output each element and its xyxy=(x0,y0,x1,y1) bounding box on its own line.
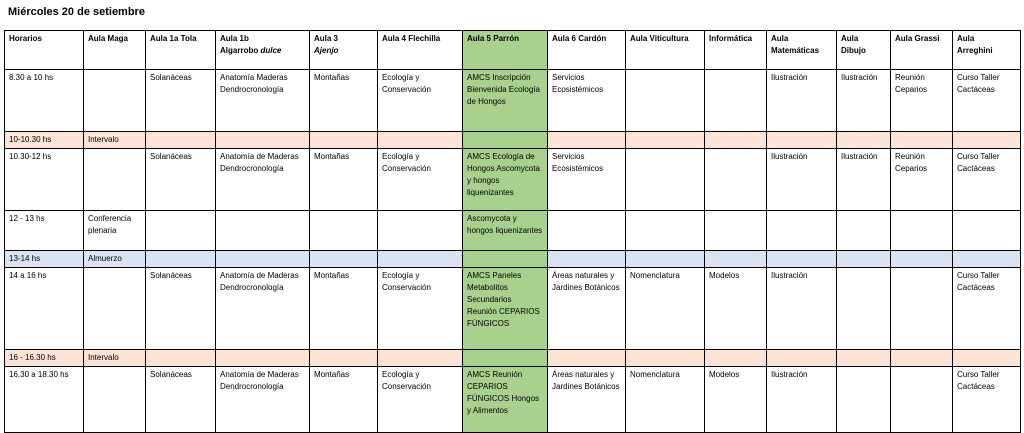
time-cell: 10.30-12 hs xyxy=(5,149,84,211)
col-header-aula-5: Aula 5 Parrón xyxy=(463,31,548,70)
table-row xyxy=(5,251,1021,268)
table-cell: Montañas xyxy=(310,149,378,211)
table-cell xyxy=(548,211,626,251)
table-cell xyxy=(891,350,953,367)
table-cell xyxy=(216,350,310,367)
table-cell: Conferencia plenaria xyxy=(84,211,146,251)
schedule-table xyxy=(4,30,1021,433)
col-header-horarios: Horarios xyxy=(5,31,84,70)
table-row xyxy=(5,211,1021,251)
table-cell: Ilustración xyxy=(767,268,837,350)
time-cell: 14 a 16 hs xyxy=(5,268,84,350)
col-header-aula-1b: Aula 1b Algarrobo dulce xyxy=(216,31,310,70)
table-cell: Anatomía de Maderas Dendrocronología xyxy=(216,149,310,211)
col-header-arreghini: Aula Arreghini xyxy=(953,31,1021,70)
table-cell: Modelos xyxy=(705,367,767,433)
table-cell: Ilustración xyxy=(767,70,837,132)
table-cell: Almuerzo xyxy=(84,251,146,268)
table-cell xyxy=(767,251,837,268)
table-cell xyxy=(463,350,548,367)
table-cell xyxy=(146,132,216,149)
time-cell: 10-10.30 hs xyxy=(5,132,84,149)
table-cell xyxy=(767,132,837,149)
table-cell xyxy=(705,132,767,149)
table-cell xyxy=(837,132,891,149)
table-cell: Ecología y Conservación xyxy=(378,268,463,350)
table-cell: Ilustración xyxy=(837,149,891,211)
col-header-aula-1a: Aula 1a Tola xyxy=(146,31,216,70)
time-cell: 12 - 13 hs xyxy=(5,211,84,251)
table-row xyxy=(5,149,1021,211)
table-cell xyxy=(891,211,953,251)
time-cell: 16 - 16.30 hs xyxy=(5,350,84,367)
table-cell: AMCS Ecología de Hongos Ascomycota y hongos liquenizantes xyxy=(463,149,548,211)
table-cell xyxy=(84,70,146,132)
table-cell: Servicios Ecosistémicos xyxy=(548,70,626,132)
table-cell xyxy=(891,268,953,350)
table-cell xyxy=(891,132,953,149)
table-cell xyxy=(216,251,310,268)
table-cell: Anatomía de Maderas Dendrocronología xyxy=(216,268,310,350)
table-cell: Intervalo xyxy=(84,350,146,367)
table-cell xyxy=(837,350,891,367)
table-cell: Curso Taller Cactáceas xyxy=(953,367,1021,433)
table-cell: Ascomycota y hongos liquenizantes xyxy=(463,211,548,251)
table-cell xyxy=(626,350,705,367)
table-cell xyxy=(767,350,837,367)
table-cell xyxy=(310,350,378,367)
col-header-aula-maga: Aula Maga xyxy=(84,31,146,70)
table-cell: Reunión Ceparios xyxy=(891,149,953,211)
table-row xyxy=(5,70,1021,132)
time-cell: 16.30 a 18.30 hs xyxy=(5,367,84,433)
table-cell: Solanáceas xyxy=(146,268,216,350)
table-cell xyxy=(626,132,705,149)
table-cell: Áreas naturales y Jardines Botánicos xyxy=(548,367,626,433)
table-cell xyxy=(146,211,216,251)
table-cell: Ecología y Conservación xyxy=(378,70,463,132)
table-cell xyxy=(146,251,216,268)
table-cell: Modelos xyxy=(705,268,767,350)
col-header-dibujo: Aula Dibujo xyxy=(837,31,891,70)
table-cell xyxy=(767,211,837,251)
table-cell: Curso Taller Cactáceas xyxy=(953,268,1021,350)
table-row xyxy=(5,132,1021,149)
table-cell: Curso Taller Cactáceas xyxy=(953,70,1021,132)
table-cell xyxy=(548,251,626,268)
time-cell: 8.30 a 10 hs xyxy=(5,70,84,132)
table-row xyxy=(5,367,1021,433)
col-header-matematicas: Aula Matemáticas xyxy=(767,31,837,70)
table-cell: Reunión Ceparios xyxy=(891,70,953,132)
table-cell xyxy=(626,149,705,211)
table-cell: Ecología y Conservación xyxy=(378,367,463,433)
table-row xyxy=(5,268,1021,350)
table-cell xyxy=(84,367,146,433)
table-cell xyxy=(216,132,310,149)
table-cell xyxy=(837,367,891,433)
table-cell xyxy=(146,350,216,367)
table-cell: AMCS Inscripción Bienvenida Ecología de Hongos xyxy=(463,70,548,132)
table-cell: Ilustración xyxy=(767,149,837,211)
table-cell: Montañas xyxy=(310,268,378,350)
col-header-aula-4: Aula 4 Flechilla xyxy=(378,31,463,70)
table-cell xyxy=(378,350,463,367)
table-cell xyxy=(705,251,767,268)
table-cell: Servicios Ecosistémicos xyxy=(548,149,626,211)
table-cell: Solanáceas xyxy=(146,149,216,211)
table-cell xyxy=(891,251,953,268)
table-cell xyxy=(310,132,378,149)
table-cell xyxy=(548,350,626,367)
table-cell xyxy=(953,251,1021,268)
table-cell xyxy=(310,251,378,268)
table-cell xyxy=(626,211,705,251)
table-cell xyxy=(378,251,463,268)
table-row xyxy=(5,350,1021,367)
table-cell: Solanáceas xyxy=(146,70,216,132)
table-cell xyxy=(953,132,1021,149)
table-cell: Montañas xyxy=(310,70,378,132)
table-cell xyxy=(463,132,548,149)
table-cell: Ilustración xyxy=(837,70,891,132)
table-cell: Ecología y Conservación xyxy=(378,149,463,211)
table-cell: AMCS Reunión CEPARIOS FÚNGICOS Hongos y Alimentos xyxy=(463,367,548,433)
table-cell xyxy=(378,132,463,149)
col-header-grassi: Aula Grassi xyxy=(891,31,953,70)
table-cell: AMCS Paneles Metabolitos Secundarios Reunión CEPARIOS FÚNGICOS xyxy=(463,268,548,350)
table-cell: Curso Taller Cactáceas xyxy=(953,149,1021,211)
table-cell xyxy=(837,268,891,350)
table-cell xyxy=(953,211,1021,251)
table-cell xyxy=(953,350,1021,367)
table-cell xyxy=(705,350,767,367)
table-cell xyxy=(463,251,548,268)
table-cell: Intervalo xyxy=(84,132,146,149)
table-cell: Nomenclatura xyxy=(626,268,705,350)
table-cell xyxy=(705,211,767,251)
table-cell xyxy=(705,70,767,132)
table-cell: Montañas xyxy=(310,367,378,433)
table-cell xyxy=(548,132,626,149)
table-cell: Ilustración xyxy=(767,367,837,433)
table-cell xyxy=(837,211,891,251)
table-cell xyxy=(837,251,891,268)
col-header-informatica: Informática xyxy=(705,31,767,70)
header-row xyxy=(5,31,1021,70)
col-header-aula-6: Aula 6 Cardón xyxy=(548,31,626,70)
table-cell: Áreas naturales y Jardines Botánicos xyxy=(548,268,626,350)
table-cell xyxy=(891,367,953,433)
table-cell xyxy=(84,149,146,211)
table-cell xyxy=(84,268,146,350)
table-cell xyxy=(216,211,310,251)
time-cell: 13-14 hs xyxy=(5,251,84,268)
table-cell xyxy=(705,149,767,211)
col-header-viticultura: Aula Viticultura xyxy=(626,31,705,70)
page-title: Miércoles 20 de setiembre xyxy=(8,6,145,18)
table-cell: Solanáceas xyxy=(146,367,216,433)
table-cell xyxy=(626,251,705,268)
table-cell: Anatomía de Maderas Dendrocronología xyxy=(216,367,310,433)
table-cell xyxy=(626,70,705,132)
table-cell: Nomenclatura xyxy=(626,367,705,433)
table-cell xyxy=(378,211,463,251)
table-cell xyxy=(310,211,378,251)
col-header-aula-3: Aula 3 Ajenjo xyxy=(310,31,378,70)
table-cell: Anatomía Maderas Dendrocronología xyxy=(216,70,310,132)
